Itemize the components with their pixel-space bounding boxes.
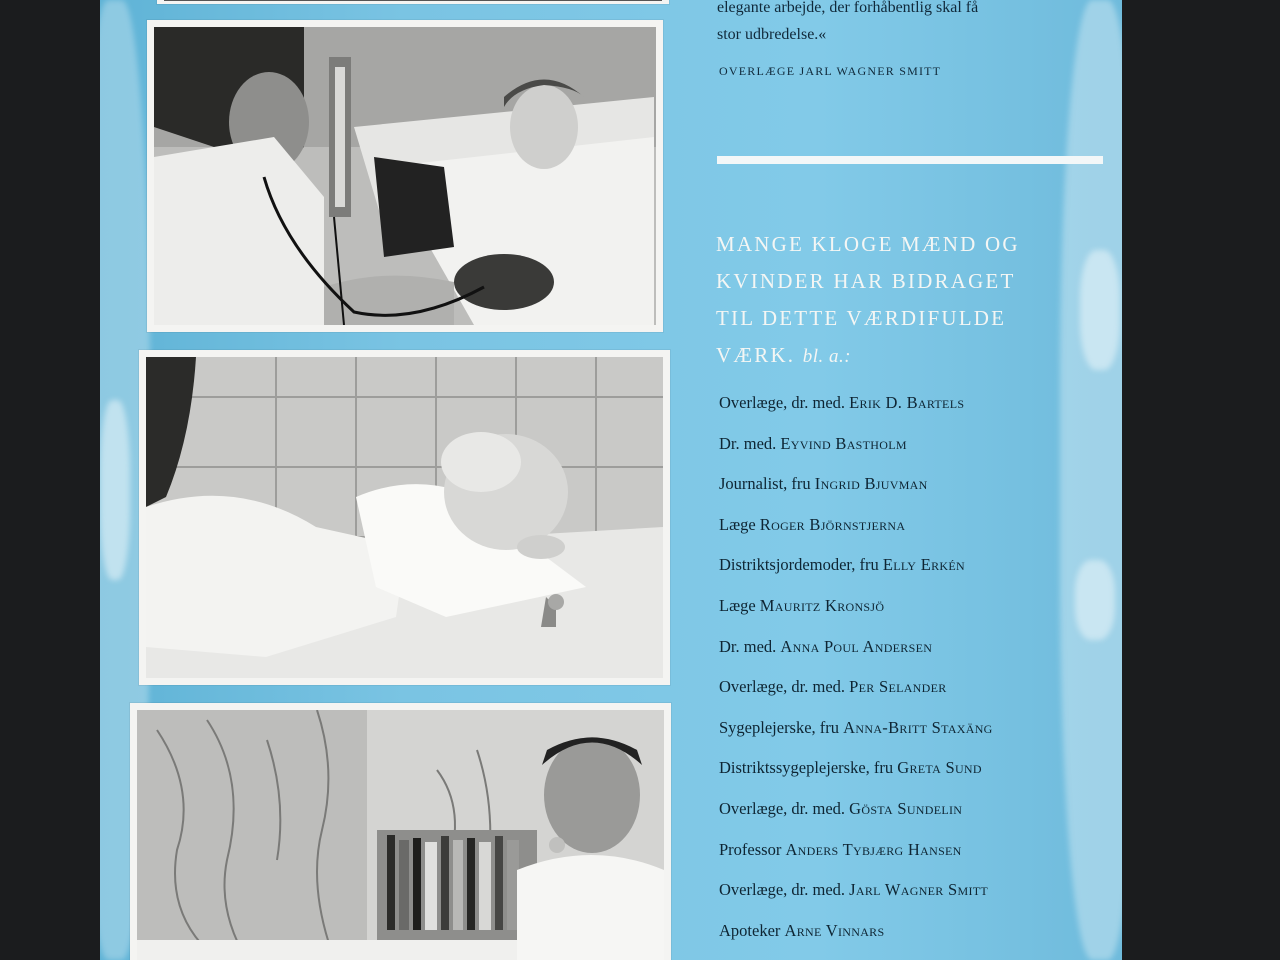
heading-line: KVINDER HAR BIDRAGET xyxy=(716,269,1016,293)
baby-illustration xyxy=(146,357,663,678)
heading-suffix: bl. a.: xyxy=(802,346,852,367)
contributor-title: Overlæge, dr. med. xyxy=(719,880,846,900)
contributor-item xyxy=(719,710,993,751)
contributor-item xyxy=(719,507,993,548)
contributor-title: Journalist, fru xyxy=(719,474,811,494)
contributor-item xyxy=(719,547,993,588)
contributor-name: Anna-Britt Staxäng xyxy=(843,717,993,737)
contributor-item xyxy=(719,791,993,832)
contributor-title: Dr. med. xyxy=(719,636,777,656)
contributor-title: Dr. med. xyxy=(719,433,777,453)
contributors-list xyxy=(719,385,993,953)
contributor-item xyxy=(719,385,993,426)
quote-author: OVERLÆGE JARL WAGNER SMITT xyxy=(719,64,942,78)
heading-line: MANGE KLOGE MÆND OG xyxy=(716,232,1020,256)
contributor-title: Overlæge, dr. med. xyxy=(719,677,846,697)
blood-pressure-illustration xyxy=(154,27,656,325)
contributors-heading xyxy=(716,226,1116,375)
heading-line-last xyxy=(716,337,1116,375)
quote-line: stor udbredelse.« xyxy=(717,26,827,43)
contributor-title: Overlæge, dr. med. xyxy=(719,798,846,818)
contributor-item xyxy=(719,669,993,710)
contributor-name: Anders Tybjærg Hansen xyxy=(785,839,962,859)
contributor-name: Erik D. Bartels xyxy=(849,393,965,412)
contributor-title: Læge xyxy=(719,514,756,534)
contributor-item xyxy=(719,750,993,791)
contributor-title: Sygeplejerske, fru xyxy=(719,717,840,737)
contributor-item xyxy=(719,588,993,629)
contributor-name: Mauritz Kronsjö xyxy=(759,595,885,615)
cover-wear-mark xyxy=(1075,560,1115,640)
photo-doctor-desk xyxy=(130,703,671,960)
contributor-item xyxy=(719,913,993,954)
section-divider xyxy=(717,156,1103,164)
contributor-item xyxy=(719,872,993,913)
contributor-item xyxy=(719,629,993,670)
contributor-title: Distriktssygeplejerske, fru xyxy=(719,758,894,778)
heading-line: TIL DETTE VÆRDIFULDE xyxy=(716,306,1007,330)
contributor-title: Læge xyxy=(719,595,756,615)
contributor-name: Per Selander xyxy=(849,677,947,697)
cover-wear-mark xyxy=(1060,0,1122,960)
contributor-name: Roger Björnstjerna xyxy=(759,514,906,534)
contributor-name: Eyvind Bastholm xyxy=(780,433,907,453)
photo-blood-pressure xyxy=(147,20,663,332)
contributor-name: Jarl Wagner Smitt xyxy=(849,880,989,900)
heading-line: VÆRK. xyxy=(716,343,796,367)
quote-block xyxy=(717,0,1117,48)
contributor-name: Ingrid Bjuvman xyxy=(814,474,928,494)
contributor-title: Apoteker xyxy=(719,920,781,940)
contributor-name: Elly Erkén xyxy=(882,555,965,575)
doctor-desk-illustration xyxy=(137,710,664,960)
cover-wear-mark xyxy=(100,400,130,580)
contributor-name: Gösta Sundelin xyxy=(849,798,963,818)
book-back-cover xyxy=(100,0,1122,960)
contributor-name: Anna Poul Andersen xyxy=(780,636,933,656)
photo-baby xyxy=(139,350,670,685)
photo-top-sliver xyxy=(157,0,669,4)
contributor-name: Greta Sund xyxy=(897,758,982,778)
contributor-item xyxy=(719,466,993,507)
contributor-item xyxy=(719,832,993,873)
contributor-title: Professor xyxy=(719,839,782,859)
contributor-title: Distriktsjordemoder, fru xyxy=(719,555,879,575)
contributor-item xyxy=(719,426,993,467)
contributor-name: Arne Vinnars xyxy=(784,920,885,940)
quote-line: elegante arbejde, der forhåbentlig skal få xyxy=(717,0,979,16)
contributor-title: Overlæge, dr. med. xyxy=(719,393,846,412)
